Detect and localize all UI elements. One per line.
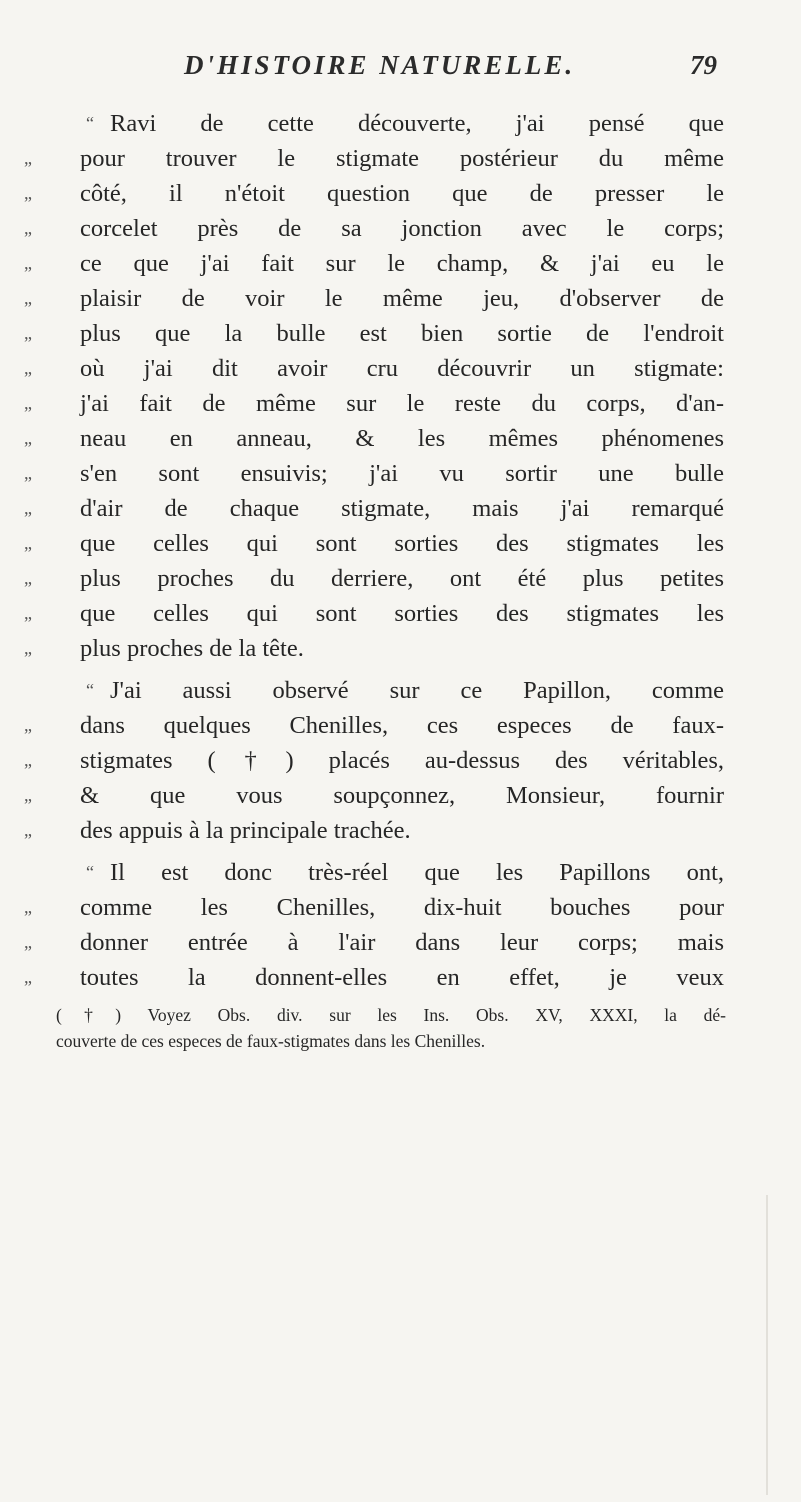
line-text: des appuis à la principale trachée.	[80, 817, 411, 844]
footnote-line: (†) Voyez Obs. div. sur les Ins. Obs. XV, XXXI, la dé-	[56, 1005, 726, 1025]
text-line	[24, 890, 724, 925]
line-text: que celles qui sont sorties des stigmates les	[80, 600, 724, 627]
quote-mark: „	[24, 428, 32, 448]
paragraph-gap	[24, 848, 724, 855]
quote-mark: „	[24, 498, 32, 518]
line-text: que celles qui sont sorties des stigmates les	[80, 530, 724, 557]
text-line	[24, 456, 724, 491]
quote-mark: „	[24, 785, 32, 805]
quote-mark: „	[24, 533, 32, 553]
quote-mark: „	[24, 393, 32, 413]
text-line	[24, 386, 724, 421]
line-text: j'ai fait de même sur le reste du corps, d'an-	[80, 390, 724, 417]
text-line	[24, 743, 724, 778]
page-edge-shadow	[766, 1195, 768, 1495]
line-text: ce que j'ai fait sur le champ, & j'ai eu le	[80, 250, 724, 277]
line-text: plaisir de voir le même jeu, d'observer de	[80, 285, 724, 312]
quote-mark: “	[86, 862, 94, 882]
quote-mark: “	[86, 680, 94, 700]
line-text: dans quelques Chenilles, ces especes de faux-	[80, 712, 724, 739]
quote-mark: „	[24, 253, 32, 273]
line-text: Il est donc très-réel que les Papillons ont,	[110, 859, 724, 886]
body-text	[24, 106, 724, 995]
text-line	[24, 778, 724, 813]
line-text: d'air de chaque stigmate, mais j'ai remarqué	[80, 495, 724, 522]
text-line	[24, 351, 724, 386]
quote-mark: „	[24, 463, 32, 483]
line-text: plus proches du derriere, ont été plus petites	[80, 565, 724, 592]
line-text: côté, il n'étoit question que de presser le	[80, 180, 724, 207]
quote-mark: „	[24, 358, 32, 378]
page-header	[0, 42, 801, 92]
footnote-line: couverte de ces especes de faux-stigmates dans les Chenilles.	[56, 1031, 486, 1051]
quote-mark: „	[24, 218, 32, 238]
quote-mark: „	[24, 750, 32, 770]
text-line	[24, 708, 724, 743]
line-text: donner entrée à l'air dans leur corps; mais	[80, 929, 724, 956]
running-title: D'HISTOIRE NATURELLE.	[184, 50, 576, 80]
line-text: stigmates (†) placés au-dessus des véritables,	[80, 747, 724, 774]
text-line	[24, 246, 724, 281]
text-line	[24, 106, 724, 141]
line-text: où j'ai dit avoir cru découvrir un stigmate:	[80, 355, 724, 382]
line-text: s'en sont ensuivis; j'ai vu sortir une bulle	[80, 460, 724, 487]
footnote	[56, 1002, 726, 1054]
quote-mark: „	[24, 897, 32, 917]
quote-mark: “	[86, 113, 94, 133]
quote-mark: „	[24, 148, 32, 168]
quote-mark: „	[24, 932, 32, 952]
text-line	[24, 925, 724, 960]
line-text: corcelet près de sa jonction avec le corps;	[80, 215, 724, 242]
page-number: 79	[690, 50, 717, 80]
quote-mark: „	[24, 288, 32, 308]
line-text: plus que la bulle est bien sortie de l'endroit	[80, 320, 724, 347]
line-text: pour trouver le stigmate postérieur du même	[80, 145, 724, 172]
text-line	[24, 491, 724, 526]
text-line	[24, 960, 724, 995]
text-line	[24, 673, 724, 708]
text-line	[24, 526, 724, 561]
line-text: comme les Chenilles, dix-huit bouches pour	[80, 894, 724, 921]
text-line	[24, 631, 724, 666]
quote-mark: „	[24, 820, 32, 840]
quote-mark: „	[24, 568, 32, 588]
text-line	[24, 316, 724, 351]
line-text: plus proches de la tête.	[80, 635, 304, 662]
text-line	[24, 561, 724, 596]
quote-mark: „	[24, 967, 32, 987]
text-line	[24, 596, 724, 631]
line-text: Ravi de cette découverte, j'ai pensé que	[110, 110, 724, 137]
quote-mark: „	[24, 715, 32, 735]
text-line	[24, 141, 724, 176]
text-line	[24, 281, 724, 316]
text-line	[24, 421, 724, 456]
line-text: J'ai aussi observé sur ce Papillon, comme	[110, 677, 724, 704]
text-line	[24, 855, 724, 890]
text-line	[24, 176, 724, 211]
text-line	[24, 211, 724, 246]
paragraph-gap	[24, 666, 724, 673]
line-text: toutes la donnent-elles en effet, je veux	[80, 964, 724, 991]
quote-mark: „	[24, 183, 32, 203]
text-line	[24, 813, 724, 848]
line-text: & que vous soupçonnez, Monsieur, fournir	[80, 782, 724, 809]
quote-mark: „	[24, 638, 32, 658]
quote-mark: „	[24, 603, 32, 623]
quote-mark: „	[24, 323, 32, 343]
line-text: neau en anneau, & les mêmes phénomenes	[80, 425, 724, 452]
